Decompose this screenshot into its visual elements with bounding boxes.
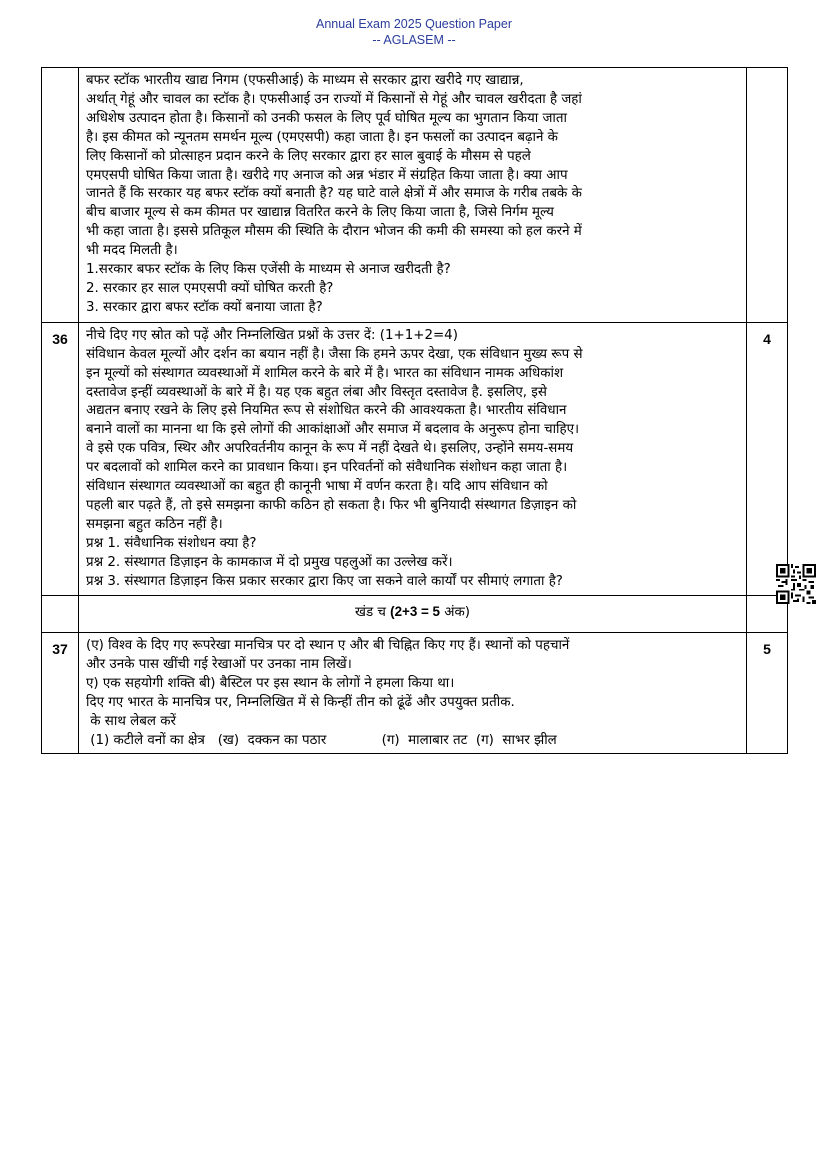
text-line: भी मदद मिलती है। xyxy=(86,243,178,259)
section-title xyxy=(79,596,747,633)
text-line: संविधान संस्थागत व्यवस्थाओं का बहुत ही कानूनी भाषा में वर्णन करता है। यदि आप संविधान को xyxy=(86,479,548,495)
question-item: प्रश्न 3. संस्थागत डिज़ाइन किस प्रकार सरकार द्वारा किए जा सकने वाले कार्यों पर सीमाएं लगाता है? xyxy=(86,573,563,589)
empty-cell xyxy=(42,596,79,633)
options-line: (1) कटीले वनों का क्षेत्र (ख) दक्कन का पठार (ग) मालाबार तट (ग) साभर झील xyxy=(86,733,557,748)
section-prefix: खंड च xyxy=(354,605,391,621)
question-item: प्रश्न 2. संस्थागत डिज़ाइन के कामकाज में दो प्रमुख पहलुओं का उल्लेख करें। xyxy=(86,554,453,570)
question-item: प्रश्न 1. संवैधानिक संशोधन क्या है? xyxy=(86,535,257,551)
section-row xyxy=(42,596,788,633)
text-line: वे इसे एक पवित्र, स्थिर और अपरिवर्तनीय कानून के रूप में नहीं देखते थे। इसलिए, उन्होंने समय-समय xyxy=(86,441,574,457)
text-line: एमएसपी घोषित किया जाता है। खरीदे गए अनाज को अन्न भंडार में संग्रहित किया जाता है। क्या आप xyxy=(86,167,568,183)
question-row-36 xyxy=(42,322,788,596)
section-suffix: अंक) xyxy=(440,605,471,621)
question-item: 2. सरकार हर साल एमएसपी क्यों घोषित करती है? xyxy=(86,280,334,296)
text-line: अधिशेष उत्पादन होता है। किसानों को उनकी फसल के लिए पूर्व घोषित मूल्य का भुगतान किया जाता xyxy=(86,110,567,126)
marks-cell xyxy=(747,68,788,323)
text-line: पर बदलावों को शामिल करने का प्रावधान किया। इन परिवर्तनों को संवैधानिक संशोधन कहा जाता है। xyxy=(86,460,568,476)
text-line: बनाने वालों का मानना था कि इसे लोगों की आकांक्षाओं और समाज में बदलाव के अनुरूप होना चाहिए। xyxy=(86,422,580,438)
text-line: संविधान केवल मूल्यों और दर्शन का बयान नहीं है। जैसा कि हमने ऊपर देखा, एक संविधान मुख्य रूप से xyxy=(86,346,583,362)
text-line: बीच बाजार मूल्य से कम कीमत पर खाद्यान्न वितरित करने के लिए किया जाता है, जिसे निर्गम मूल्य xyxy=(86,205,554,221)
page-header xyxy=(0,16,828,48)
text-line: पहली बार पढ़ते हैं, तो इसे समझना काफी कठिन हो सकता है। फिर भी बुनियादी संस्थागत डिज़ाइन को xyxy=(86,497,577,513)
header-subtitle: -- AGLASEM -- xyxy=(372,33,456,47)
text-line: ए) एक सहयोगी शक्ति बी) बैस्टिल पर इस स्थान के लोगों ने हमला किया था। xyxy=(86,676,455,692)
text-line: भी कहा जाता है। इससे प्रतिकूल मौसम की स्थिति के दौरान भोजन की कमी की समस्या को हल करने में xyxy=(86,224,582,240)
text-line: इन मूल्यों को संस्थागत व्यवस्थाओं में शामिल करने के बारे में है। भारत का संविधान नामक अधिकांश xyxy=(86,365,564,381)
text-line: है। इस कीमत को न्यूनतम समर्थन मूल्य (एमएसपी) कहा जाता है। इन फसलों का उत्पादन बढ़ाने के xyxy=(86,129,558,145)
section-marks: (2+3 = 5 xyxy=(390,604,441,620)
question-number-cell xyxy=(42,68,79,323)
text-line: और उनके पास खींची गई रेखाओं पर उनका नाम लिखें। xyxy=(86,657,352,673)
question-row-37 xyxy=(42,633,788,753)
marks-value: 4 xyxy=(747,322,788,596)
question-item: 1.सरकार बफर स्टॉक के लिए किस एजेंसी के माध्यम से अनाज खरीदती है? xyxy=(86,262,451,278)
question-item: 3. सरकार द्वारा बफर स्टॉक क्यों बनाया जाता है? xyxy=(86,299,323,315)
text-line: दिए गए भारत के मानचित्र पर, निम्नलिखित में से किन्हीं तीन को ढूंढें और उपयुक्त प्रतीक. xyxy=(86,695,515,711)
text-line: दस्तावेज इन्हीं व्यवस्थाओं के बारे में है। यह एक बहुत लंबा और विस्तृत दस्तावेज है. इसलिए, इसे xyxy=(86,384,547,400)
question-row-35 xyxy=(42,68,788,323)
marks-value: 5 xyxy=(747,633,788,753)
question-number: 36 xyxy=(42,322,79,596)
text-line: अद्यतन बनाए रखने के लिए इसे नियमित रूप से संशोधित करने की आवश्यकता है। भारतीय संविधान xyxy=(86,403,567,419)
text-line: के साथ लेबल करें xyxy=(86,714,176,730)
text-line: लिए किसानों को प्रोत्साहन प्रदान करने के लिए सरकार द्वारा हर साल बुवाई के मौसम से पहले xyxy=(86,148,531,164)
qr-code-icon xyxy=(776,564,816,604)
text-line: (ए) विश्व के दिए गए रूपरेखा मानचित्र पर दो स्थान ए और बी चिह्नित किए गए हैं। स्थानों को पहचानें xyxy=(86,638,570,654)
text-line: जानते हैं कि सरकार यह बफर स्टॉक क्यों बनाती है? यह घाटे वाले क्षेत्रों में और समाज के गरीब तबके के xyxy=(86,186,582,202)
question-37-content xyxy=(79,633,747,753)
question-instruction: नीचे दिए गए स्रोत को पढ़ें और निम्नलिखित प्रश्नों के उत्तर दें: (1+1+2=4) xyxy=(86,327,458,343)
text-line: बफर स्टॉक भारतीय खाद्य निगम (एफसीआई) के माध्यम से सरकार द्वारा खरीदे गए खाद्यान्न, xyxy=(86,73,524,88)
question-number: 37 xyxy=(42,633,79,753)
question-table xyxy=(41,67,788,754)
text-line: अर्थात् गेहूं और चावल का स्टॉक है। एफसीआई उन राज्यों में किसानों से गेहूं और चावल खरीदता है जहां xyxy=(86,91,582,107)
question-36-content xyxy=(79,322,747,596)
question-35-content xyxy=(79,68,747,323)
text-line: समझना बहुत कठिन नहीं है। xyxy=(86,516,223,532)
header-title: Annual Exam 2025 Question Paper xyxy=(316,17,512,31)
